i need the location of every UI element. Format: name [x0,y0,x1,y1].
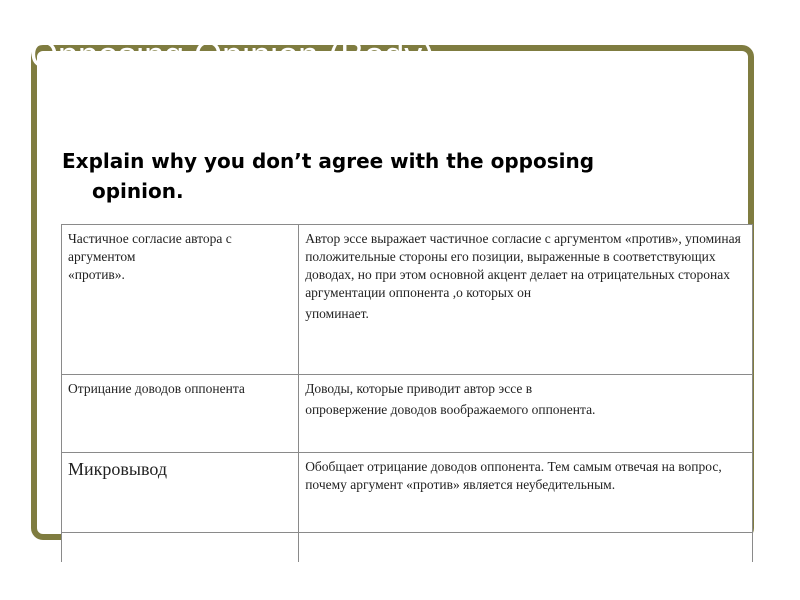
cell-text: Частичное согласие автора с аргументом [68,231,232,264]
cell-text: Автор эссе выражает частичное согласие с аргументом «против», упоминая положительные стороны его позиции, выраженные в соответствующих доводах, но при этом основной акцент делает на отрицательных сторонах аргументации оппонента ,о которых он [305,231,741,300]
slide-title: Opposing Opinion (Body) [30,34,435,75]
cell-text: Отрицание доводов оппонента [68,381,245,396]
prompt-line-2: opinion. [92,179,184,203]
cell-text: Микровывод [68,459,167,479]
table-cell-empty [62,533,299,563]
prompt-text [62,146,702,206]
prompt-line-1: Explain why you don’t agree with the opposing [62,149,595,173]
cell-text: Доводы, которые приводит автор эссе в [305,381,533,396]
table-cell-description [299,453,753,533]
table-row [62,225,753,375]
table-row [62,375,753,453]
table-cell-term [62,453,299,533]
table-row [62,453,753,533]
table-cell-description [299,375,753,453]
essay-structure-table [61,224,753,561]
table-cell-description [299,225,753,375]
cell-text: «против». [68,267,125,282]
table-row-empty [62,533,753,563]
table-cell-term [62,375,299,453]
table-cell-term [62,225,299,375]
cell-text: упоминает. [305,306,369,321]
cell-text: Обобщает отрицание доводов оппонента. Тем самым отвечая на вопрос, почему аргумент «против» является неубедительным. [305,459,722,492]
cell-text: опровержение доводов воображаемого оппонента. [305,402,596,417]
table-cell-empty [299,533,753,563]
